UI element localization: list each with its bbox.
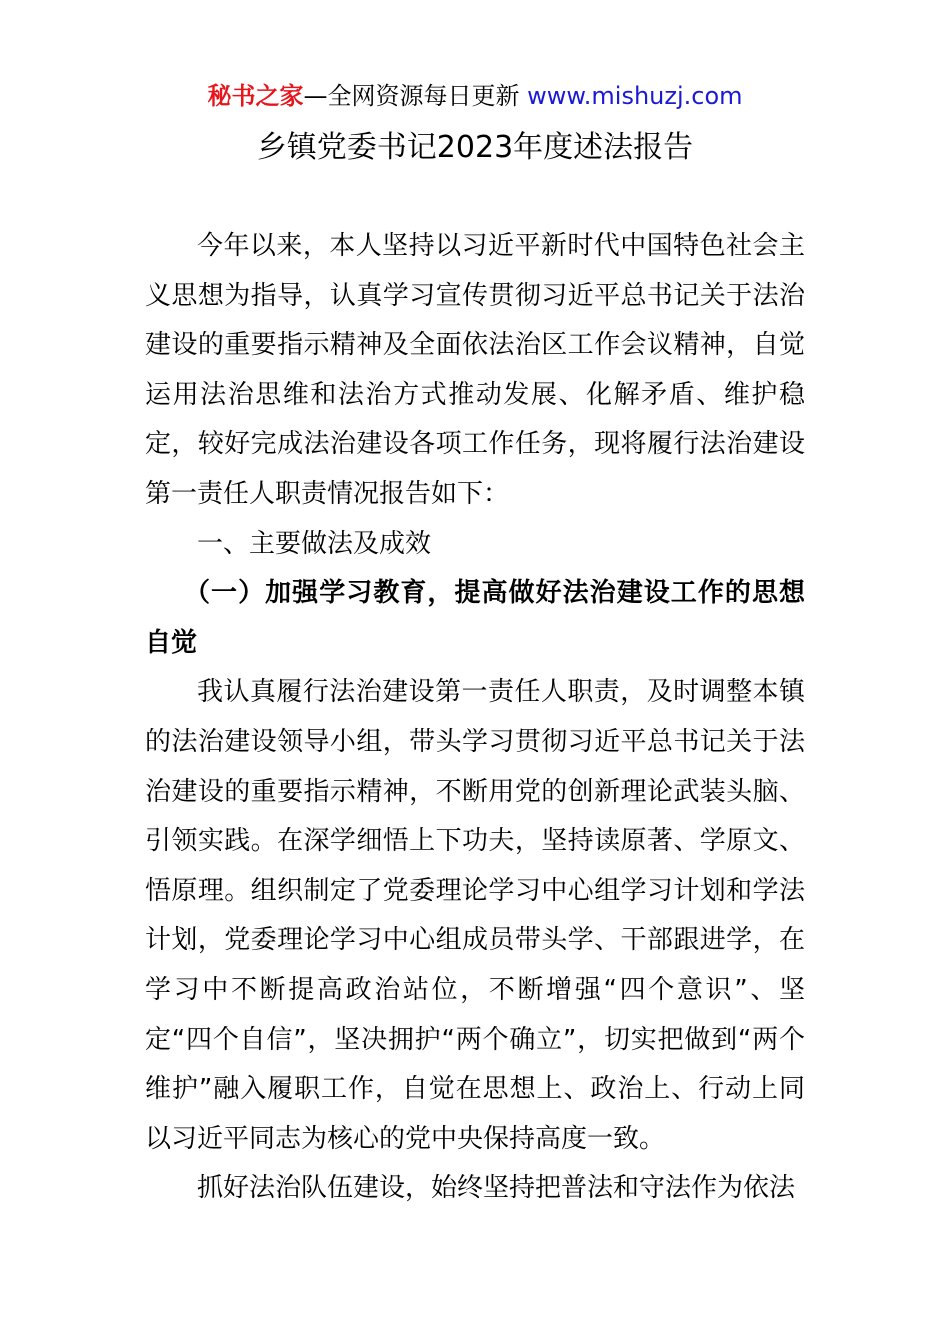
site-url[interactable]: www.mishuzj.com <box>527 82 743 110</box>
brand-name: 秘书之家 <box>207 82 304 110</box>
site-header <box>0 78 950 114</box>
intro-paragraph: 今年以来，本人坚持以习近平新时代中国特色社会主义思想为指导，认真学习宣传贯彻习近平总书记关于法治建设的重要指示精神及全面依法治区工作会议精神，自觉运用法治思维和法治方式推动发展、化解矛盾、维护稳定，较好完成法治建设各项工作任务，现将履行法治建设第一责任人职责情况报告如下： <box>145 231 805 509</box>
header-tagline: —全网资源每日更新 <box>303 82 528 110</box>
document-title: 乡镇党委书记2023年度述法报告 <box>256 130 694 165</box>
body-paragraph: 我认真履行法治建设第一责任人职责，及时调整本镇的法治建设领导小组，带头学习贯彻习近平总书记关于法治建设的重要指示精神，不断用党的创新理论武装头脑、引领实践。在深学细悟上下功夫，坚持读原著、学原文、悟原理。组织制定了党委理论学习中心组学习计划和学法计划，党委理论学习中心组成员带头学、干部跟进学，在学习中不断提高政治站位，不断增强“四个意识”、坚定“四个自信”，坚决拥护“两个确立”，切实把做到“两个维护”融入履职工作，自觉在思想上、政治上、行动上同以习近平同志为核心的党中央保持高度一致。 <box>145 677 805 1154</box>
body-paragraph: 抓好法治队伍建设，始终坚持把普法和守法作为依法 <box>197 1173 796 1204</box>
section-heading: 一、主要做法及成效 <box>197 528 432 559</box>
subsection-heading: （一）加强学习教育，提高做好法治建设工作的思想自觉 <box>145 578 805 658</box>
document-body <box>145 222 805 1214</box>
